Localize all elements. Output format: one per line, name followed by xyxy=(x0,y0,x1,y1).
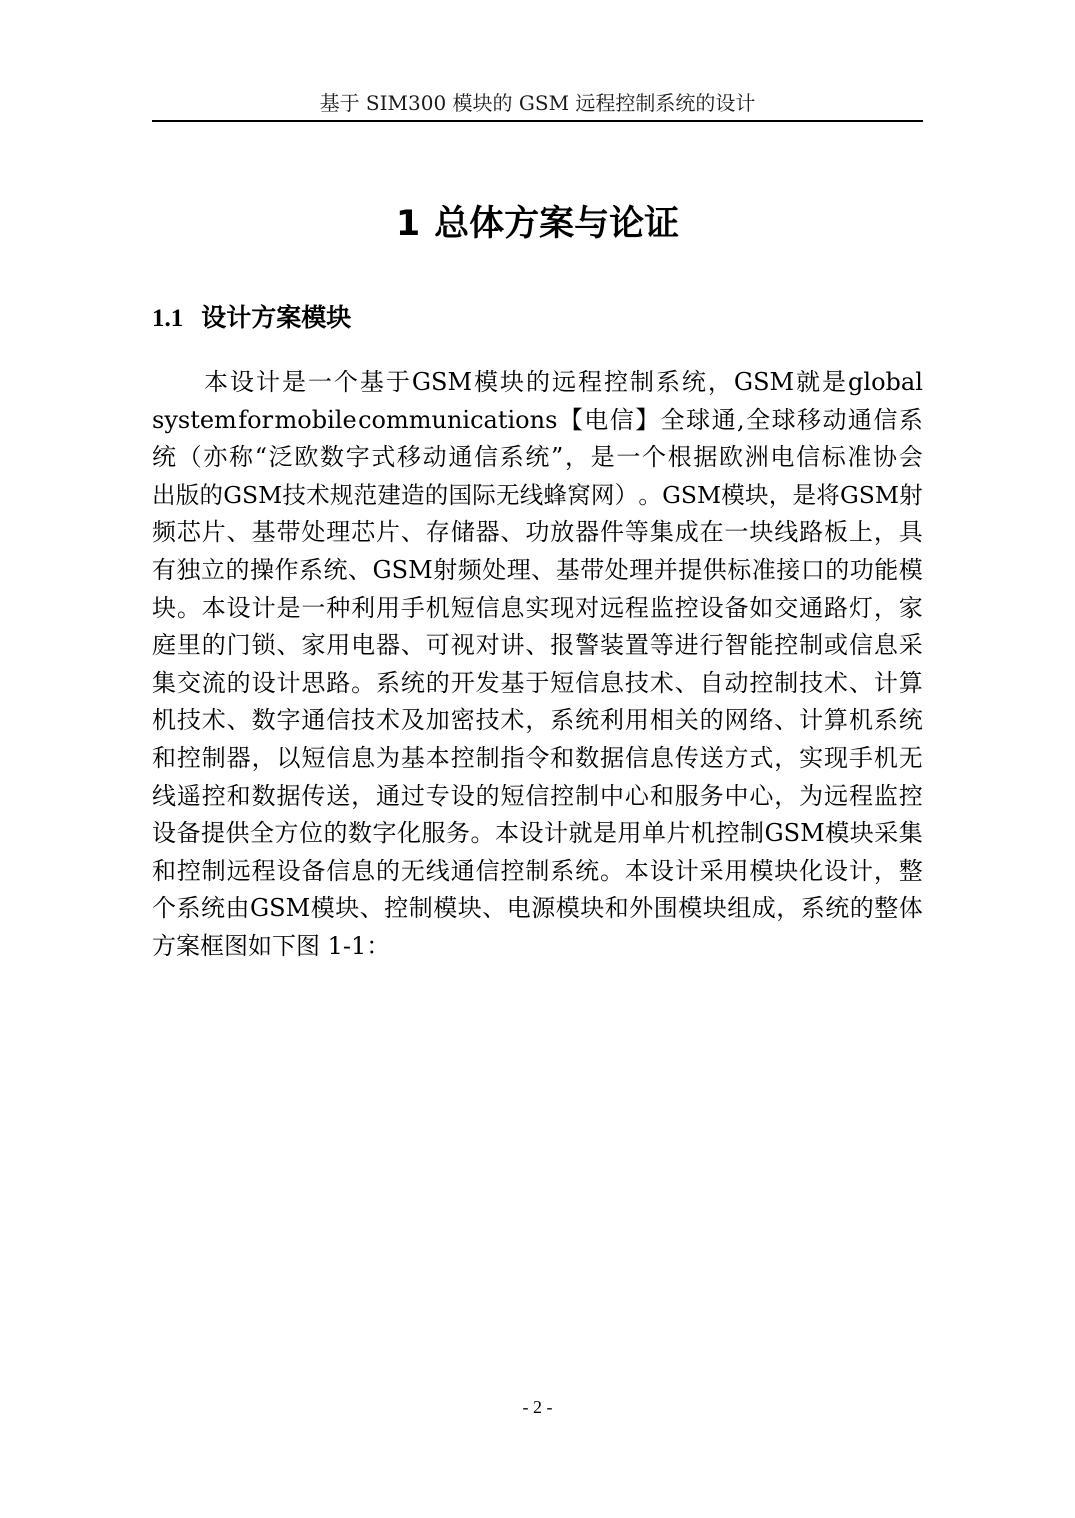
paragraph-line: 方案框图如下图 1-1： xyxy=(152,931,391,960)
paragraph-line: 线 遥 控 和 数 据 传 送 ， 通 过 专 设 的 短 信 控 制 中 心 和 服 务 中 心 ， 为 远 程 监 控 xyxy=(152,781,923,810)
paragraph-line: 和 控 制 远 程 设 备 信 息 的 无 线 通 信 控 制 系 统 。 本 设 计 采 用 模 块 化 设 计 ， 整 xyxy=(152,856,923,885)
paragraph-line: 个 系 统 由 GSM 模 块 、 控 制 模 块 、 电 源 模 块 和 外 围 模 块 组 成 ， 系 统 的 整 体 xyxy=(152,894,923,923)
paragraph-line: 频 芯 片 、 基 带 处 理 芯 片 、 存 储 器 、 功 放 器 件 等 集 成 在 一 块 线 路 板 上 ， 具 xyxy=(152,518,923,547)
paragraph-line: 本 设 计 是 一 个 基 于 GSM 模 块 的 远 程 控 制 系 统 ， GSM 就 是 global xyxy=(204,368,923,396)
body-paragraph xyxy=(152,364,923,966)
chapter-title-text: 总体方案与论证 xyxy=(434,204,680,244)
paragraph-line: 集 交 流 的 设 计 思 路 。 系 统 的 开 发 基 于 短 信 息 技 术 、 自 动 控 制 技 术 、 计 算 xyxy=(152,668,923,697)
header-rule xyxy=(152,120,923,122)
paragraph-line: 设 备 提 供 全 方 位 的 数 字 化 服 务 。 本 设 计 就 是 用 单 片 机 控 制 GSM 模 块 采 集 xyxy=(152,819,923,848)
paragraph-line: 机 技 术 、 数 字 通 信 技 术 及 加 密 技 术 ， 系 统 利 用 相 关 的 网 络 、 计 算 机 系 统 xyxy=(152,706,923,735)
paragraph-line: 有 独 立 的 操 作 系 统 、 GSM 射 频 处 理 、 基 带 处 理 并 提 供 标 准 接 口 的 功 能 模 xyxy=(152,555,923,584)
paragraph-line: 庭 里 的 门 锁 、 家 用 电 器 、 可 视 对 讲 、 报 警 装 置 等 进 行 智 能 控 制 或 信 息 采 xyxy=(152,631,923,660)
section-number: 1.1 xyxy=(152,305,184,332)
running-header-title: 基于 SIM300 模块的 GSM 远程控制系统的设计 xyxy=(319,91,756,115)
paragraph-line: 和 控 制 器 ， 以 短 信 息 为 基 本 控 制 指 令 和 数 据 信 息 传 送 方 式 ， 实 现 手 机 无 xyxy=(152,743,923,772)
chapter-number: 1 xyxy=(395,204,421,244)
paragraph-line: 块 。 本 设 计 是 一 种 利 用 手 机 短 信 息 实 现 对 远 程 监 控 设 备 如 交 通 路 灯 ， 家 xyxy=(152,593,923,622)
page-number: - 2 - xyxy=(522,1397,553,1417)
paragraph-line: 出 版 的 GSM 技 术 规 范 建 造 的 国 际 无 线 蜂 窝 网 ） 。 GSM 模 块 ， 是 将 GSM 射 xyxy=(152,480,923,509)
section-title-text: 设计方案模块 xyxy=(201,303,352,332)
paragraph-line: system for mobile communications 【 电 信 】 全 球 通 , 全 球 移 动 通 信 系 xyxy=(152,405,923,434)
section-heading xyxy=(152,296,351,340)
chapter-title xyxy=(152,192,923,256)
paragraph-line: 统 （ 亦 称 “ 泛 欧 数 字 式 移 动 通 信 系 统 ” ， 是 一 个 根 据 欧 洲 电 信 标 准 协 会 xyxy=(152,443,923,472)
